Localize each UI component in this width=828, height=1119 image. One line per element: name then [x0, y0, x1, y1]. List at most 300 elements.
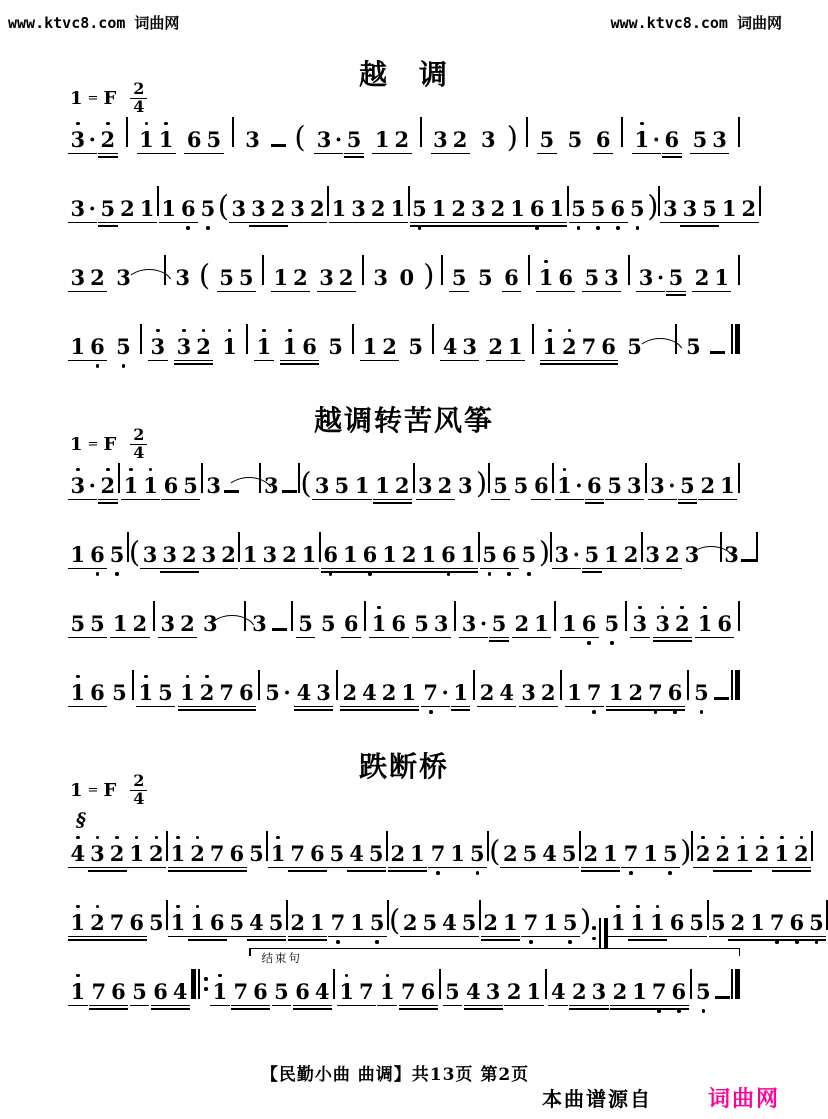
note: 6: [439, 544, 459, 565]
footer-info: 【民勤小曲 曲调】共13页 第2页: [260, 1065, 530, 1085]
barline: [690, 969, 692, 999]
notation-line: [68, 951, 740, 1009]
beat-unit: [333, 969, 335, 990]
octave-dot-low: [535, 226, 539, 230]
note-cluster: [643, 544, 682, 569]
repeat-dots: [592, 926, 596, 940]
note-cluster: [486, 336, 525, 361]
beat-unit: [321, 544, 400, 569]
note: 5: [368, 841, 384, 866]
augmentation-dot: ·: [572, 542, 580, 567]
beat-unit: [519, 544, 539, 566]
note: 2: [506, 979, 522, 1004]
note-cluster: [459, 613, 488, 638]
octave-dot-high: [288, 329, 292, 333]
note: 2: [394, 473, 410, 498]
octave-dot-high: [96, 905, 100, 909]
note: 1: [507, 334, 523, 359]
beat-unit: [110, 613, 149, 638]
note-cluster: [477, 682, 516, 707]
note: 3: [373, 265, 389, 290]
note-cluster: [161, 475, 200, 500]
note: 2: [342, 680, 358, 705]
note-cluster: [118, 198, 157, 223]
note: 1: [374, 127, 390, 152]
note-cluster: [632, 129, 661, 154]
close-paren: ): [506, 120, 518, 154]
note: 6: [669, 981, 689, 1002]
note-cluster: [231, 981, 270, 1006]
key-signature: [70, 773, 147, 808]
note-cluster: [504, 981, 543, 1006]
note-cluster: [480, 544, 519, 569]
note-cluster: [752, 843, 772, 868]
note-cluster: [489, 613, 509, 638]
beat-unit: [347, 843, 386, 868]
note: 2: [394, 127, 410, 152]
note-cluster: [68, 544, 107, 569]
beat-unit: [240, 544, 279, 569]
thin-bar: [731, 324, 733, 354]
note-cluster: [271, 267, 310, 292]
key-equals: =: [87, 436, 99, 452]
notation-line: [68, 601, 740, 641]
note: 5: [539, 127, 555, 152]
beat-unit: [560, 670, 562, 691]
note: 5: [107, 544, 127, 565]
note-cluster: [641, 843, 680, 868]
beat-unit: [532, 324, 534, 345]
beat-unit: [412, 613, 451, 638]
note-cluster: [448, 843, 487, 868]
note-cluster: [606, 682, 685, 707]
octave-dot-high: [544, 260, 548, 264]
ending-bracket: [249, 948, 740, 965]
note: 1: [453, 680, 468, 705]
note-cluster: [602, 544, 641, 569]
note: 5: [584, 542, 600, 567]
note-cluster: [137, 129, 176, 154]
note: 5: [346, 127, 362, 152]
note: 2: [401, 542, 417, 567]
octave-dot-low: [206, 226, 210, 230]
key-name: F: [103, 433, 117, 455]
final-barline: [731, 670, 740, 700]
beat-unit: [178, 682, 257, 707]
beat-unit: [282, 490, 297, 501]
note-cluster: [314, 129, 343, 154]
note-cluster: [247, 843, 267, 865]
beat-unit: [741, 559, 756, 570]
beat-unit: [531, 475, 551, 500]
beat-unit: [565, 129, 585, 151]
barline: [738, 601, 740, 631]
barline: [738, 117, 740, 147]
octave-dot-low: [610, 641, 614, 645]
beat-unit: [480, 544, 519, 569]
note: 3: [70, 265, 86, 290]
note: 4: [542, 841, 557, 866]
octave-dot-high: [640, 122, 644, 126]
note-cluster: [569, 198, 589, 223]
note: 1: [369, 613, 389, 634]
meter-denominator: 4: [133, 788, 145, 808]
barline: [811, 831, 813, 861]
octave-dot-low: [96, 572, 100, 576]
note-cluster: [728, 912, 767, 937]
note-cluster: [456, 475, 476, 497]
note: 7: [584, 682, 604, 703]
octave-dot-high: [548, 329, 552, 333]
beat-unit: [201, 463, 203, 484]
note-cluster: [412, 613, 451, 638]
note: 3: [462, 334, 477, 359]
note: 5: [114, 336, 134, 357]
note: 2: [98, 129, 118, 150]
beat-unit: [118, 198, 157, 223]
octave-dot-high: [115, 836, 119, 840]
barline: [621, 117, 623, 147]
meter-fraction: [130, 773, 147, 808]
barline: [364, 601, 366, 631]
beat-unit: [312, 475, 351, 500]
note-cluster: [399, 981, 438, 1006]
note: 5: [329, 841, 345, 866]
close-paren: ): [475, 466, 488, 500]
dash-rest: [271, 144, 286, 147]
beat-unit: [647, 189, 659, 223]
note: 5: [480, 544, 500, 565]
note: 6: [295, 979, 310, 1004]
note: 7: [290, 841, 305, 866]
beat-unit: [329, 198, 368, 223]
beat-unit: [232, 117, 234, 138]
note: 5: [668, 265, 684, 290]
note-cluster: [68, 981, 88, 1006]
note: 2: [290, 910, 305, 935]
note-cluster: [337, 981, 376, 1006]
note: 2: [741, 196, 757, 221]
note: 7: [581, 334, 597, 359]
beat-unit: [148, 336, 168, 361]
note-cluster: [653, 613, 692, 638]
note-cluster: [692, 267, 731, 292]
beat-unit: [161, 475, 200, 500]
beat-unit: [121, 475, 160, 500]
note-cluster: [476, 267, 496, 289]
note: 4: [314, 979, 330, 1004]
note: 6: [310, 841, 325, 866]
note: 6: [253, 979, 268, 1004]
beat-unit: [441, 255, 443, 276]
note: 6: [601, 334, 616, 359]
note: 1: [628, 912, 648, 933]
open-paren: (: [217, 189, 230, 223]
note-cluster: [636, 267, 665, 292]
note: 1: [410, 841, 425, 866]
augmentation-dot: ·: [441, 680, 449, 705]
note: 5: [628, 198, 648, 219]
note-cluster: [247, 912, 286, 937]
note: 1: [502, 910, 518, 935]
beat-unit: [140, 269, 158, 301]
beat-unit: [648, 475, 698, 500]
beat-unit: [126, 117, 128, 138]
note-cluster: [698, 475, 737, 500]
beat-unit: [605, 475, 644, 500]
beat-unit: [719, 198, 758, 223]
beat-unit: [554, 601, 556, 622]
notation-line: [68, 670, 740, 710]
note-cluster: [159, 198, 198, 223]
note: 1: [603, 841, 618, 866]
section-title: 越 调: [358, 58, 449, 91]
note: 2: [672, 613, 692, 634]
note: 2: [451, 196, 467, 221]
note: 3: [433, 611, 449, 636]
beat-unit: [410, 198, 489, 223]
octave-dot-low: [577, 226, 581, 230]
beat-unit: [811, 831, 813, 852]
note-cluster: [130, 981, 150, 1006]
source-credit: [542, 1082, 780, 1113]
beat-unit: [488, 463, 490, 484]
octave-dot-high: [568, 329, 572, 333]
beat-unit: [68, 912, 147, 937]
note: 5: [414, 611, 429, 636]
key-tonic: 1: [70, 87, 83, 109]
note: 1: [310, 910, 325, 935]
note: 3: [316, 127, 332, 152]
note: 2: [452, 127, 468, 152]
beat-unit: [728, 912, 767, 937]
note: 1: [401, 680, 417, 705]
note: 6: [669, 910, 685, 935]
octave-dot-high: [741, 836, 745, 840]
barline: [413, 463, 415, 493]
note-cluster: [158, 613, 197, 638]
note: 4: [249, 910, 264, 935]
note: 6: [129, 910, 144, 935]
beat-unit: [227, 912, 247, 937]
note: 5: [274, 979, 289, 1004]
barline: [687, 670, 689, 700]
note: 3: [682, 196, 698, 221]
octave-dot-high: [176, 836, 180, 840]
beat-unit: [294, 682, 333, 707]
note-cluster: [536, 267, 575, 292]
beat-unit: [140, 324, 142, 345]
octave-dot-low: [429, 710, 433, 714]
note: 1: [161, 196, 176, 221]
octave-dot-low: [527, 572, 531, 576]
beat-unit: [243, 129, 263, 151]
ending-bracket-label: 结束句: [258, 950, 305, 966]
note-cluster: [593, 129, 613, 154]
note-cluster: [464, 981, 503, 1006]
beat-unit: [569, 198, 589, 223]
dash-rest: [710, 351, 725, 354]
note-cluster: [488, 198, 567, 223]
source-logo: 词曲网: [707, 1087, 780, 1112]
note: 3: [290, 196, 306, 221]
beat-unit: [478, 129, 498, 151]
note: 2: [612, 979, 628, 1004]
beat-unit: [247, 912, 286, 937]
barline: [526, 117, 528, 147]
barline: [532, 324, 534, 354]
beat-unit: [188, 912, 227, 937]
note: 3: [684, 542, 700, 567]
beat-unit: [628, 912, 667, 937]
beat-unit: [372, 129, 411, 154]
note: 7: [233, 979, 249, 1004]
note: 1: [331, 196, 347, 221]
note: 6: [209, 910, 225, 935]
note: 7: [521, 912, 541, 933]
note: 5: [519, 544, 539, 565]
close-paren: ): [647, 189, 659, 223]
note: 3: [653, 613, 673, 634]
octave-dot-high: [196, 836, 200, 840]
beat-unit: [341, 613, 361, 638]
octave-dot-low: [636, 226, 640, 230]
note: 6: [587, 473, 602, 498]
beat-unit: [151, 981, 190, 1006]
note-cluster: [772, 843, 811, 868]
note: 1: [168, 843, 188, 864]
key-tonic: 1: [70, 433, 83, 455]
note: 1: [220, 336, 240, 357]
note: 2: [270, 196, 286, 221]
note: 3: [418, 473, 433, 498]
beat-unit: [692, 267, 731, 292]
beat-unit: [687, 670, 689, 691]
beat-unit: [291, 601, 293, 622]
barline: [420, 117, 422, 147]
thick-bar: [735, 324, 740, 354]
note: 2: [483, 910, 498, 935]
note-cluster: [110, 682, 130, 704]
octave-dot-low: [629, 871, 633, 875]
beat-unit: [738, 117, 740, 138]
note: 1: [354, 473, 370, 498]
beat-unit: [641, 843, 680, 868]
section-header: [68, 739, 740, 809]
beat-unit: [608, 912, 628, 937]
note: 1: [68, 981, 88, 1002]
note-cluster: [89, 981, 128, 1006]
note-cluster: [560, 613, 599, 638]
note: 6: [533, 473, 549, 498]
note: 1: [377, 981, 397, 1002]
note: 3: [263, 473, 279, 498]
meter-denominator: 4: [133, 442, 145, 462]
open-paren: (: [128, 535, 141, 569]
note-cluster: [308, 198, 328, 223]
beat-unit: [593, 129, 613, 154]
note-cluster: [227, 912, 247, 937]
beat-unit: [621, 117, 623, 138]
note: 1: [268, 843, 288, 864]
octave-dot-high: [135, 836, 139, 840]
note: 1: [188, 912, 208, 933]
note-cluster: [272, 981, 292, 1006]
note-cluster: [288, 198, 308, 223]
thin-bar: [731, 969, 733, 999]
note: 2: [560, 336, 580, 357]
beat-unit: [136, 682, 175, 707]
note: 5: [702, 196, 717, 221]
beat-unit: [369, 613, 408, 638]
dot: [592, 926, 596, 930]
note: 1: [350, 910, 365, 935]
note-cluster: [288, 912, 327, 937]
octave-dot-low: [568, 940, 572, 944]
beat-unit: [220, 336, 240, 358]
note: 1: [695, 613, 715, 634]
beat-unit: [630, 613, 650, 638]
note-cluster: [280, 336, 319, 361]
note-cluster: [347, 843, 386, 868]
note-cluster: [98, 475, 118, 500]
octave-dot-low: [587, 641, 591, 645]
beat-unit: [582, 267, 621, 292]
barline: [628, 255, 630, 285]
octave-dot-high: [96, 836, 100, 840]
note: 5: [493, 473, 508, 498]
open-paren: (: [389, 903, 401, 937]
note: 7: [91, 979, 107, 1004]
note-cluster: [628, 912, 667, 937]
note-cluster: [328, 912, 348, 937]
beat-unit: [247, 843, 267, 865]
note: 1: [342, 542, 358, 567]
close-paren: ): [680, 834, 692, 868]
beat-unit: [491, 475, 511, 500]
note-cluster: [400, 912, 439, 937]
beat-unit: [68, 682, 107, 707]
octave-dot-high: [186, 675, 190, 679]
note-cluster: [511, 475, 531, 497]
beat-unit: [68, 129, 118, 154]
note-cluster: [68, 129, 97, 154]
note-cluster: [373, 475, 412, 500]
beat-unit: [263, 682, 292, 704]
octave-dot-low: [375, 940, 379, 944]
beat-unit: [731, 969, 740, 990]
note-cluster: [660, 198, 680, 223]
watermark-left: www.ktvc8.com 词曲网: [8, 14, 180, 32]
note: 1: [112, 611, 128, 636]
note: 6: [343, 611, 359, 636]
beat-unit: [475, 466, 488, 500]
beat-unit: [388, 843, 448, 868]
thin-bar: [599, 918, 601, 948]
note-cluster: [107, 544, 127, 566]
barline: [756, 532, 758, 562]
note-cluster: [174, 336, 213, 361]
beat-unit: [68, 544, 107, 569]
note-cluster: [160, 544, 199, 569]
beat-unit: [191, 969, 208, 990]
note-cluster: [296, 613, 316, 638]
note-cluster: [416, 475, 455, 500]
note-cluster: [326, 336, 346, 358]
note-cluster: [372, 129, 411, 154]
beat-unit: [68, 475, 118, 500]
note: 5: [478, 265, 493, 290]
